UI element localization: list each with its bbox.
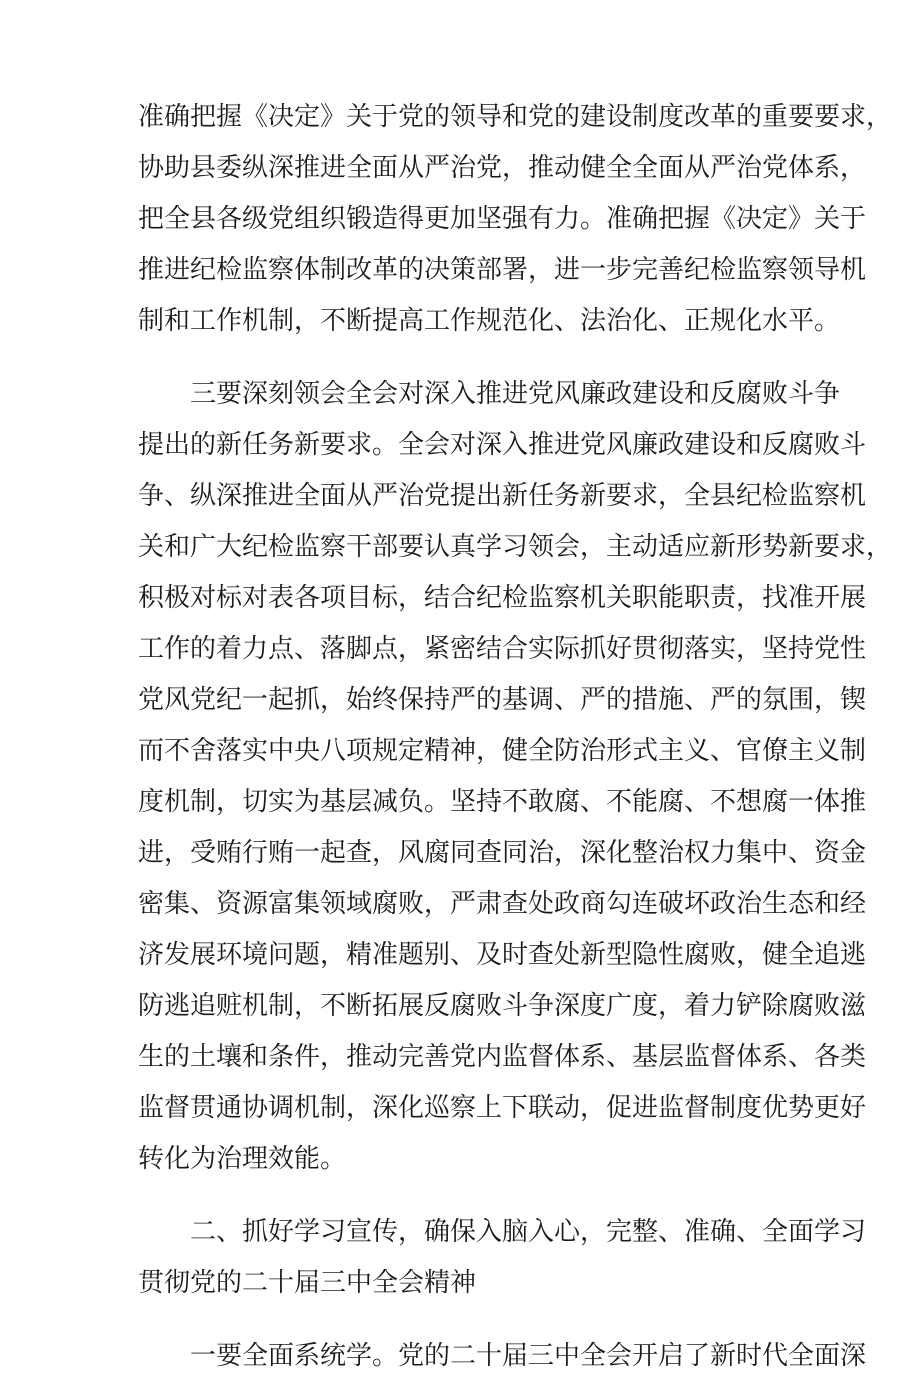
text-line: 生的土壤和条件，推动完善党内监督体系、基层监督体系、各类 [138,1042,867,1072]
text-line: 争、纵深推进全面从严治党提出新任务新要求，全县纪检监察机 [138,481,867,511]
paragraph-spacer [138,1309,786,1331]
text-line: 准确把握《决定》关于党的领导和党的建设制度改革的重要要求， [138,102,893,132]
text-line: 监督贯通协调机制，深化巡察上下联动，促进监督制度优势更好 [138,1093,867,1123]
text-line: 把全县各级党组织锻造得更加坚强有力。准确把握《决定》关于 [138,204,867,234]
paragraph-spacer [138,1185,786,1207]
text-line: 党风党纪一起抓，始终保持严的基调、严的措施、严的氛围，锲 [138,685,867,715]
paragraph-3 [138,1331,867,1382]
section-heading [138,1207,867,1309]
text-line: 转化为治理效能。 [138,1144,347,1174]
paragraph-spacer [138,347,786,369]
paragraph-2 [138,369,893,1185]
heading-line: 二、抓好学习宣传，确保入脑入心，完整、准确、全面学习 [190,1217,867,1247]
text-line: 度机制，切实为基层减负。坚持不敢腐、不能腐、不想腐一体推 [138,787,867,817]
text-line: 济发展环境问题，精准题别、及时查处新型隐性腐败，健全追逃 [138,940,867,970]
text-line: 工作的着力点、落脚点，紧密结合实际抓好贯彻落实，坚持党性 [138,634,867,664]
heading-line: 贯彻党的二十届三中全会精神 [138,1268,477,1298]
text-line: 一要全面系统学。党的二十届三中全会开启了新时代全面深 [190,1341,867,1371]
text-line: 防逃追赃机制，不断拓展反腐败斗争深度广度，着力铲除腐败滋 [138,991,867,1021]
text-line: 制和工作机制，不断提高工作规范化、法治化、正规化水平。 [138,306,841,336]
text-line: 协助县委纵深推进全面从严治党，推动健全全面从严治党体系， [138,153,867,183]
document-page [138,92,893,1382]
text-line: 关和广大纪检监察干部要认真学习领会，主动适应新形势新要求， [138,532,893,562]
text-line: 提出的新任务新要求。全会对深入推进党风廉政建设和反腐败斗 [138,430,867,460]
paragraph-1 [138,92,893,347]
text-line: 推进纪检监察体制改革的决策部署，进一步完善纪检监察领导机 [138,255,867,285]
text-line: 积极对标对表各项目标，结合纪检监察机关职能职责，找准开展 [138,583,867,613]
text-line: 三要深刻领会全会对深入推进党风廉政建设和反腐败斗争 [190,379,841,409]
text-line: 进，受贿行贿一起查，风腐同查同治，深化整治权力集中、资金 [138,838,867,868]
text-line: 密集、资源富集领域腐败，严肃查处政商勾连破坏政治生态和经 [138,889,867,919]
text-line: 而不舍落实中央八项规定精神，健全防治形式主义、官僚主义制 [138,736,867,766]
